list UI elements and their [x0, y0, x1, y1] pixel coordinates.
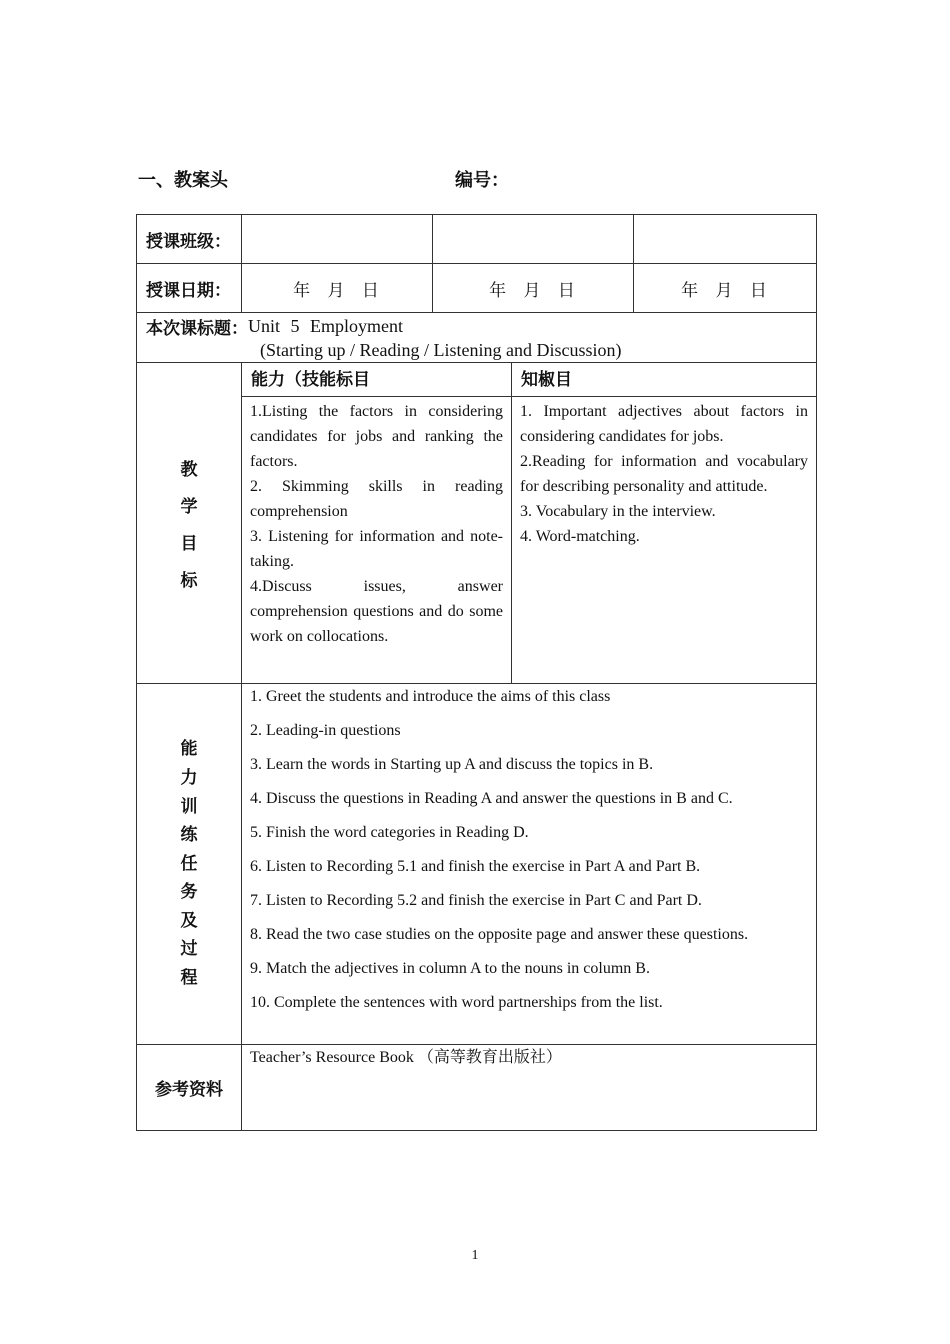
date-cell-3: 年 月 日 [633, 263, 817, 313]
side-char: 目 [180, 534, 198, 554]
knowledge-item: 1. Important adjectives about factors in considering candidates for jobs. [520, 403, 808, 445]
page-number: 1 [471, 1248, 479, 1263]
knowledge-objectives-list [511, 396, 817, 684]
class-cell-1 [241, 214, 433, 264]
side-char: 学 [180, 497, 198, 517]
side-char: 标 [180, 571, 198, 591]
task-item: 9. Match the adjectives in column A to the nouns in column B. [250, 960, 650, 977]
class-cell-2 [432, 214, 634, 264]
task-item: 7. Listen to Recording 5.2 and finish the exercise in Part C and Part D. [250, 892, 702, 909]
references-label: 参考资料 [136, 1044, 242, 1131]
knowledge-item: 4. Word-matching. [520, 528, 640, 545]
topic-row [136, 312, 817, 363]
task-item: 1. Greet the students and introduce the aims of this class [250, 688, 611, 705]
ability-objectives-header: 能力（技能标目 [241, 362, 512, 397]
date-label: 授课日期： [136, 263, 242, 313]
task-item: 8. Read the two case studies on the opposite page and answer these questions. [250, 926, 749, 943]
class-cell-3 [633, 214, 817, 264]
topic-line-1: Unit 5 Employment [248, 315, 403, 336]
tasks-side-label [136, 683, 242, 1045]
task-item: 6. Listen to Recording 5.1 and finish the exercise in Part A and Part B. [250, 858, 701, 875]
side-char: 程 [180, 968, 198, 989]
side-char: 练 [180, 825, 198, 846]
task-item: 3. Learn the words in Starting up A and discuss the topics in B. [250, 756, 654, 773]
side-char: 力 [180, 767, 198, 788]
knowledge-item: 3. Vocabulary in the interview. [520, 503, 716, 520]
side-char: 务 [180, 882, 198, 903]
task-item: 10. Complete the sentences with word partnerships from the list. [250, 994, 663, 1011]
topic-line-2: (Starting up / Reading / Listening and Discussion) [260, 340, 622, 360]
ability-item: 1.Listing the factors in considering candidates for jobs and ranking the factors. [250, 403, 503, 470]
side-char: 教 [180, 460, 198, 480]
ability-item: 3. Listening for information and note-taking. [250, 528, 503, 570]
ability-item: 4.Discuss issues, answer comprehension questions and do some work on collocations. [250, 578, 503, 645]
task-item: 5. Finish the word categories in Reading D. [250, 824, 529, 841]
task-item: 2. Leading-in questions [250, 722, 401, 739]
lesson-plan-heading: 一、教案头 [138, 170, 228, 191]
side-char: 过 [180, 939, 198, 960]
ability-item: 2. Skimming skills in reading comprehension [250, 478, 503, 520]
knowledge-item: 2.Reading for information and vocabulary for describing personality and attitude. [520, 453, 808, 495]
knowledge-objectives-header: 知椒目 [511, 362, 817, 397]
side-char: 任 [180, 853, 198, 874]
serial-number-label: 编号： [455, 170, 509, 191]
topic-label: 本次课标题： [146, 318, 248, 339]
task-item: 4. Discuss the questions in Reading A and answer the questions in B and C. [250, 790, 733, 807]
side-char: 及 [180, 910, 198, 931]
ability-objectives-list [241, 396, 512, 684]
side-char: 训 [180, 796, 198, 817]
tasks-list [241, 683, 817, 1045]
references-text: Teacher’s Resource Book （高等教育出版社） [241, 1044, 817, 1131]
date-cell-1: 年 月 日 [241, 263, 433, 313]
class-label: 授课班级： [136, 214, 242, 264]
date-cell-2: 年 月 日 [432, 263, 634, 313]
side-char: 能 [180, 739, 198, 760]
objectives-side-label [136, 362, 242, 684]
